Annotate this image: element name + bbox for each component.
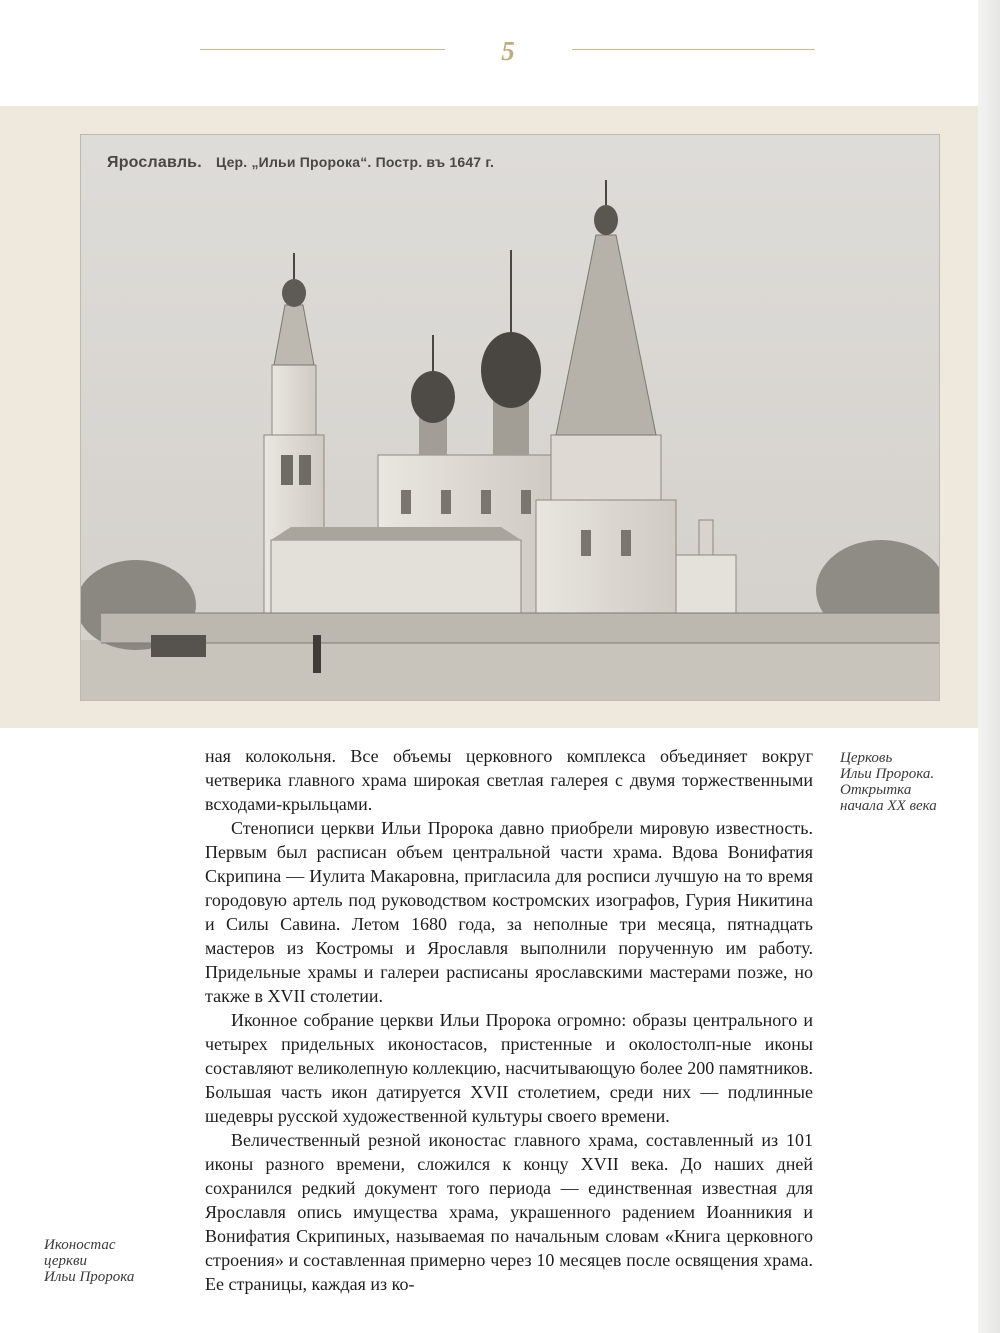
header-rule-left xyxy=(200,49,445,50)
photo-side-caption xyxy=(840,750,937,814)
page-number: 5 xyxy=(501,36,515,66)
paragraph: ная колокольня. Все объемы церковного комплекса объединяет вокруг четверика главного храма широкая светлая галерея с двумя торжественными всходами-крыльцами. xyxy=(205,746,813,814)
paragraph: Стенописи церкви Ильи Пророка давно приобрели мировую известность. Первым был расписан объем центральной части храма. Вдова Вонифатия Скрипина — Иулита Макаровна, пригласила для росписи лучшую на то время городовую артель под руководством костромских изографов, Гурия Никитина и Силы Савина. Летом 1680 года, за неполные три месяца, пятнадцать мастеров из Костромы и Ярославля выполнили порученную им работу. Придельные храмы и галереи расписаны ярославскими мастерами позже, но также в XVII столетии. xyxy=(205,818,813,1006)
church-illustration xyxy=(81,135,939,700)
page-edge xyxy=(978,0,1000,1333)
photo-caption-city: Ярославль. xyxy=(107,154,202,171)
body-text xyxy=(205,744,813,1296)
photo-caption xyxy=(107,154,494,172)
caption-line: Открытка xyxy=(840,782,912,798)
iconostasis-caption xyxy=(44,1237,134,1285)
caption-line: Ильи Пророка xyxy=(44,1269,135,1285)
header-rule-right xyxy=(572,49,815,50)
photo-caption-text: Цер. „Ильи Пророка“. Постр. въ 1647 г. xyxy=(215,154,495,170)
caption-line: начала XX века xyxy=(840,798,937,814)
paragraph: Величественный резной иконостас главного храма, составленный из 101 иконы разного времени, сложился к концу XVII века. До наших дней сохранился редкий документ того периода — единственная известная для Ярославля опись имущества храма, украшенного радением Иоанникия и Вонифатия Скрипиных, называемая по начальным словам «Книга церковного строения» и составленная примерно через 10 месяцев после освящения храма. Ее страницы, каждая из ко- xyxy=(205,1130,813,1294)
caption-line: Иконостас xyxy=(44,1237,116,1253)
paragraph: Иконное собрание церкви Ильи Пророка огромно: образы центрального и четырех придельных иконостасов, пристенные и околостолп-ные иконы составляют великолепную коллекцию, насчитывающую более 200 памятников. Большая часть икон датируется XVII столетием, среди них — подлинные шедевры русской художественной культуры своего времени. xyxy=(205,1010,813,1126)
church-postcard-photo xyxy=(81,135,939,700)
caption-line: Церковь xyxy=(840,750,893,766)
caption-line: церкви xyxy=(44,1253,88,1269)
caption-line: Ильи Пророка. xyxy=(840,766,935,782)
